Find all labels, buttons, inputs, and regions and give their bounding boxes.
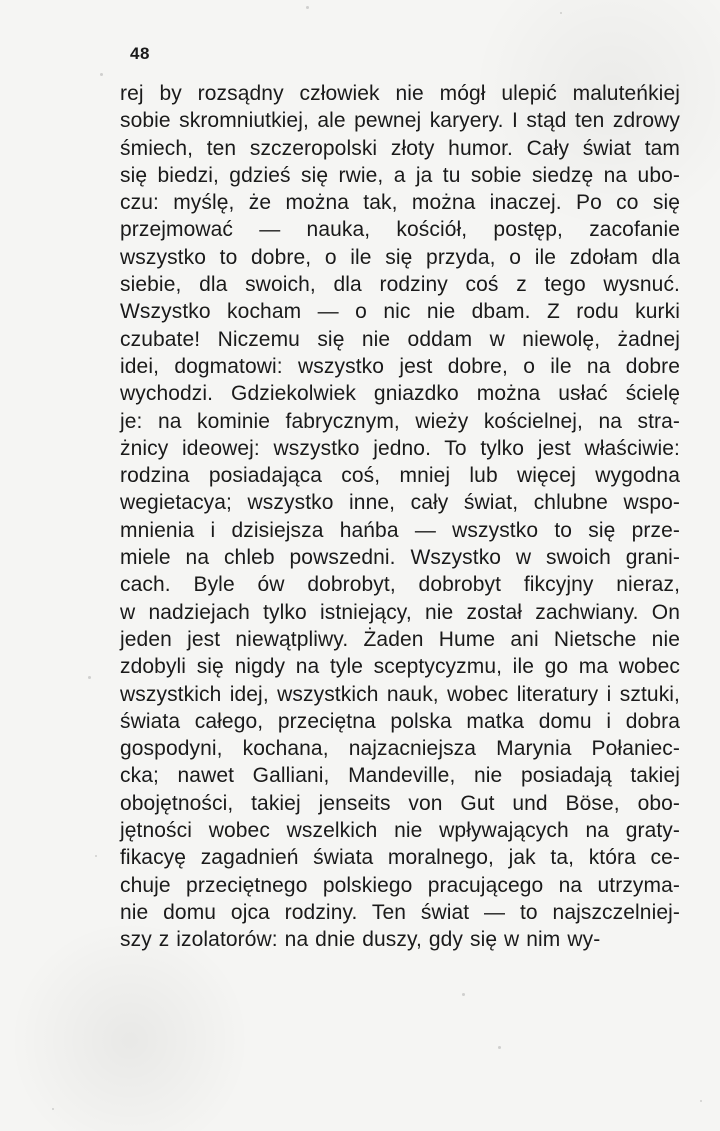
text-line: wszystkich idej, wszystkich nauk, wobec literatury i sztuki, bbox=[120, 682, 680, 706]
text-line: Wszystko kocham — o nic nie dbam. Z rodu kurki bbox=[120, 300, 680, 324]
text-line: czubate! Niczemu się nie oddam w niewolę, żadnej bbox=[120, 327, 680, 351]
paper-speck bbox=[306, 6, 309, 9]
text-line: mnienia i dzisiejsza hańba — wszystko to się prze- bbox=[120, 518, 680, 542]
text-line: cach. Byle ów dobrobyt, dobrobyt fikcyjny nieraz, bbox=[120, 573, 680, 597]
text-line: szy z izolatorów: na dnie duszy, gdy się w nim wy- bbox=[120, 928, 601, 952]
text-line: w nadziejach tylko istniejący, nie został zachwiany. On bbox=[120, 600, 680, 624]
text-line: fikacyę zagadnień świata moralnego, jak ta, która ce- bbox=[120, 846, 680, 870]
text-line: sobie skromniutkiej, ale pewnej karyery. I stąd ten zdrowy bbox=[120, 109, 680, 133]
text-line: siebie, dla swoich, dla rodziny coś z tego wysnuć. bbox=[120, 273, 680, 297]
text-line: żnicy ideowej: wszystko jedno. To tylko jest właściwie: bbox=[120, 436, 680, 460]
paper-speck bbox=[560, 12, 562, 14]
text-line: rej by rozsądny człowiek nie mógł ulepić maluteńkiej bbox=[120, 82, 680, 105]
text-line: obojętności, takiej jenseits von Gut und Böse, obo- bbox=[120, 791, 680, 815]
text-line: idei, dogmatowi: wszystko jest dobre, o ile na dobre bbox=[120, 354, 680, 378]
paper-speck bbox=[498, 1046, 501, 1049]
text-line: śmiech, ten szczeropolski złoty humor. Cały świat tam bbox=[120, 136, 680, 160]
paper-speck bbox=[462, 993, 465, 996]
text-line: świata całego, przeciętna polska matka domu i dobra bbox=[120, 709, 680, 733]
paper-speck bbox=[95, 855, 97, 857]
text-line: czu: myślę, że można tak, można inaczej. Po co się bbox=[120, 191, 680, 215]
text-line: zdobyli się nigdy na tyle sceptycyzmu, ile go ma wobec bbox=[120, 655, 680, 679]
text-line: wegietacya; wszystko inne, cały świat, chlubne wspo- bbox=[120, 491, 680, 515]
text-line: wychodzi. Gdziekolwiek gniazdko można usłać ścielę bbox=[120, 382, 680, 406]
text-line: miele na chleb powszedni. Wszystko w swoich grani- bbox=[120, 546, 680, 570]
text-line: nie domu ojca rodziny. Ten świat — to najszczelniej- bbox=[120, 900, 680, 924]
text-line: cka; nawet Galliani, Mandeville, nie posiadają takiej bbox=[120, 764, 680, 788]
text-line: gospodyni, kochana, najzacniejsza Marynia Połaniec- bbox=[120, 737, 680, 761]
text-line: jeden jest niewątpliwy. Żaden Hume ani Nietsche nie bbox=[120, 627, 680, 651]
text-line: chuje przeciętnego polskiego pracującego na utrzyma- bbox=[120, 873, 680, 897]
paper-speck bbox=[52, 1108, 54, 1110]
paper-speck bbox=[700, 1100, 702, 1102]
body-text bbox=[120, 80, 680, 954]
page-number: 48 bbox=[130, 44, 150, 63]
text-line: rodzina posiadająca coś, mniej lub więcej wygodna bbox=[120, 464, 680, 488]
text-line: jętności wobec wszelkich nie wpływających na graty- bbox=[120, 819, 680, 843]
text-line: je: na kominie fabrycznym, wieży kościelnej, na stra- bbox=[120, 409, 680, 433]
text-line: wszystko to dobre, o ile się przyda, o ile zdołam dla bbox=[120, 245, 680, 269]
paper-speck bbox=[88, 676, 91, 679]
paper-speck bbox=[100, 73, 103, 76]
text-line: się biedzi, gdzieś się rwie, a ja tu sobie siedzę na ubo- bbox=[120, 163, 680, 187]
text-line: przejmować — nauka, kościół, postęp, zacofanie bbox=[120, 218, 680, 242]
